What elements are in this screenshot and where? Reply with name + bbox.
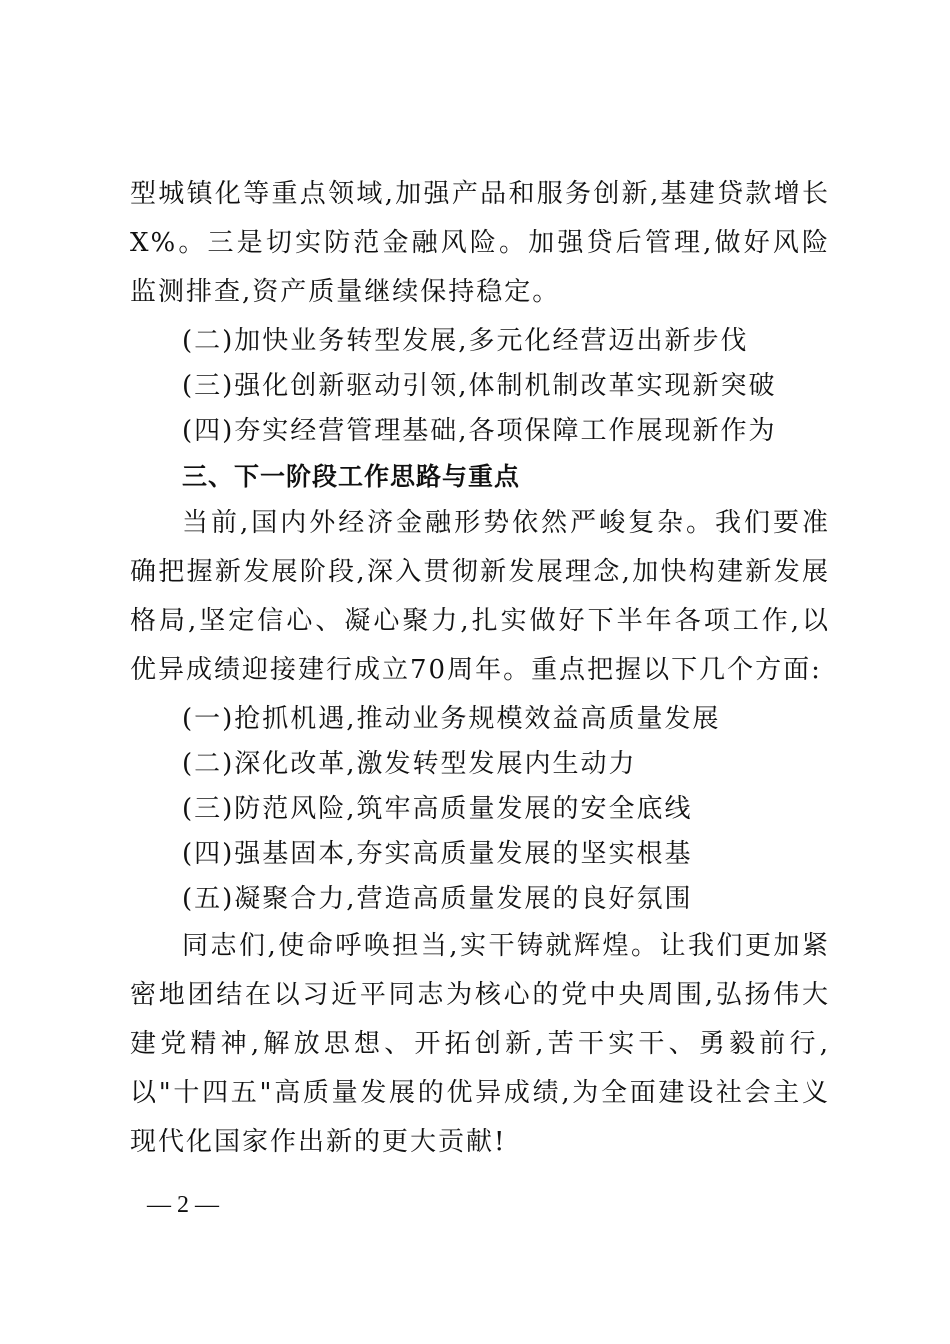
subsection-heading-3-5: (五)凝聚合力,营造高质量发展的良好氛围: [182, 884, 693, 914]
page-number: — 2 —: [147, 1192, 219, 1218]
subsection-heading-2-4: (四)夯实经营管理基础,各项保障工作展现新作为: [182, 416, 777, 446]
closing-paragraph: 同志们,使命呼唤担当,实干铸就辉煌。让我们更加紧密地团结在以习近平同志为核心的党中央周围,弘扬伟大建党精神,解放思想、开拓创新,苦干实干、勇毅前行,以"十四五"高质量发展的优异成绩,为全面建设社会主义现代化国家作出新的更大贡献!: [130, 931, 830, 1157]
subsection-heading-2-2: (二)加快业务转型发展,多元化经营迈出新步伐: [182, 326, 749, 356]
subsection-heading-3-4: (四)强基固本,夯实高质量发展的坚实根基: [182, 839, 693, 869]
paragraph-continuation: 型城镇化等重点领域,加强产品和服务创新,基建贷款增长 X%。三是切实防范金融风险。加强贷后管理,做好风险监测排查,资产质量继续保持稳定。: [130, 179, 830, 307]
document-body: [130, 170, 830, 1167]
subsection-heading-3-2: (二)深化改革,激发转型发展内生动力: [182, 749, 637, 779]
subsection-heading-2-3: (三)强化创新驱动引领,体制机制改革实现新突破: [182, 371, 777, 401]
subsection-heading-3-3: (三)防范风险,筑牢高质量发展的安全底线: [182, 794, 693, 824]
section-3-intro-paragraph: 当前,国内外经济金融形势依然严峻复杂。我们要准确把握新发展阶段,深入贯彻新发展理念,加快构建新发展格局,坚定信心、凝心聚力,扎实做好下半年各项工作,以优异成绩迎接建行成立70周年。重点把握以下几个方面:: [130, 508, 830, 685]
section-heading-3: 三、下一阶段工作思路与重点: [182, 462, 521, 491]
subsection-heading-3-1: (一)抢抓机遇,推动业务规模效益高质量发展: [182, 704, 721, 734]
